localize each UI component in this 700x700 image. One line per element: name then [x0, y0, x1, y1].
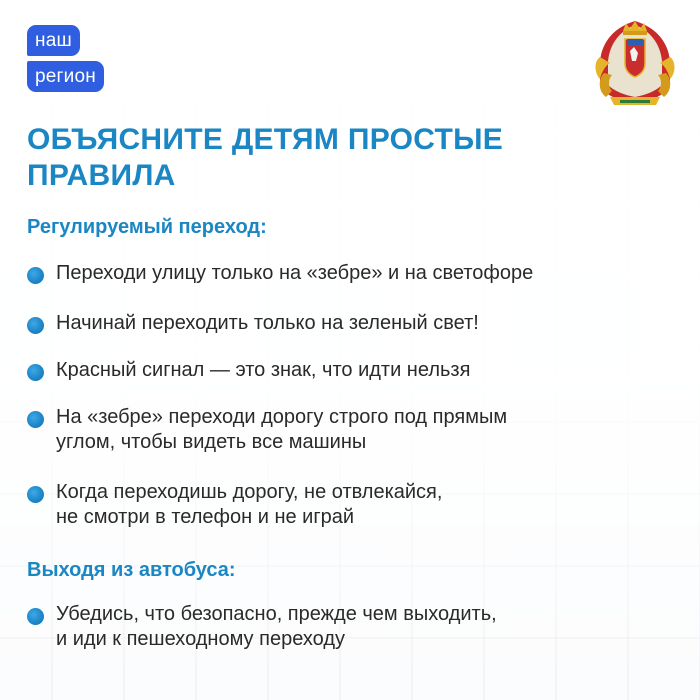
- bullet-icon: [27, 267, 44, 284]
- list-item-text-line: На «зебре» переходи дорогу строго под прямым: [56, 406, 508, 428]
- bullet-icon: [27, 608, 44, 625]
- bullet-icon: [27, 411, 44, 428]
- bullet-icon: [27, 486, 44, 503]
- list-item-text: Красный сигнал — это знак, что идти нельзя: [56, 359, 471, 381]
- coat-of-arms-icon: [590, 17, 680, 109]
- bullet-icon: [27, 317, 44, 334]
- list-item-text: Переходи улицу только на «зебре» и на светофоре: [56, 262, 534, 284]
- brand-logo[interactable]: [27, 25, 127, 95]
- list-item-text: [56, 602, 656, 652]
- list-item-text-line: Убедись, что безопасно, прежде чем выходить,: [56, 603, 497, 625]
- list-item-text-line: углом, чтобы видеть все машины: [56, 431, 367, 453]
- list-item-text: [56, 405, 656, 455]
- section-heading-exiting-bus: Выходя из автобуса:: [27, 559, 236, 581]
- list-item-text: [56, 480, 656, 530]
- list-item-text-line: не смотри в телефон и не играй: [56, 506, 355, 528]
- list-item-text: Начинай переходить только на зеленый свет!: [56, 312, 479, 334]
- page-title: ОБЪЯСНИТЕ ДЕТЯМ ПРОСТЫЕ ПРАВИЛА: [27, 123, 504, 192]
- list-item-text-line: Когда переходишь дорогу, не отвлекайся,: [56, 481, 443, 503]
- section-heading-regulated-crossing: Регулируемый переход:: [27, 216, 267, 238]
- bullet-icon: [27, 364, 44, 381]
- brand-logo-line2: регион: [27, 61, 104, 92]
- list-item-text-line: и иди к пешеходному переходу: [56, 628, 346, 650]
- brand-logo-line1: наш: [27, 25, 80, 56]
